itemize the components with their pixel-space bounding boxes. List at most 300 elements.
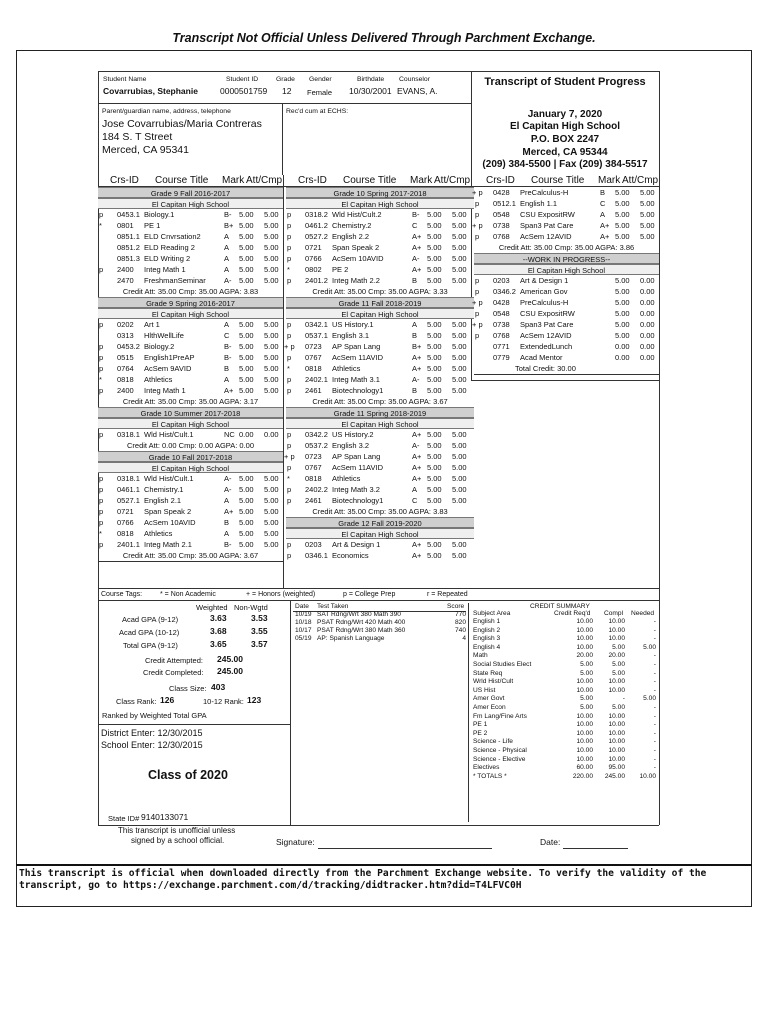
grade: 12 (282, 86, 292, 96)
completed: 0.00 (640, 298, 655, 307)
cs-needed: - (653, 652, 656, 660)
cs-needed: - (653, 618, 656, 625)
cs-compl: 10.00 (608, 747, 625, 754)
cs-reqd: 5.00 (580, 661, 593, 668)
course-title: Chemistry.2 (332, 221, 372, 230)
cs-reqd: 10.00 (576, 721, 593, 729)
attempted: 5.00 (615, 210, 630, 219)
course-row (286, 330, 474, 341)
mark: A+ (412, 474, 422, 483)
crs-id: 0851.2 (117, 243, 140, 252)
tag: p (287, 276, 292, 285)
cs-header-reqd: Credit Req'd (554, 610, 591, 617)
transcript-title: Transcript of Student Progress (484, 76, 646, 88)
school-band: El Capitan High School (98, 418, 283, 429)
completed: 5.00 (452, 463, 467, 472)
completed: 5.00 (640, 210, 655, 219)
course-row (98, 495, 283, 506)
crs-id: 0313 (117, 331, 134, 340)
mark: A (224, 232, 230, 241)
mark: A- (412, 441, 420, 450)
completed: 5.00 (452, 232, 467, 241)
mark: C (412, 221, 418, 230)
attempted: 5.00 (615, 221, 630, 230)
attempted: 5.00 (239, 210, 254, 219)
mark: A+ (600, 221, 610, 230)
term-band: Grade 11 Spring 2018-2019 (286, 407, 474, 418)
course-row (474, 198, 659, 209)
crs-id: 0802 (305, 265, 322, 274)
cs-reqd: 10.00 (576, 747, 593, 754)
tag: * (99, 529, 102, 538)
tag: p (475, 276, 480, 285)
school-pobox: P.O. BOX 2247 (530, 134, 600, 145)
crs-id: 0723 (305, 452, 322, 461)
rule (98, 71, 659, 72)
tag: p (287, 430, 292, 439)
cs-subject: English 2 (473, 626, 501, 634)
nonwgtd-header: Non-Wgtd (234, 603, 268, 612)
school-band: El Capitan High School (98, 198, 283, 209)
date-line[interactable] (563, 848, 628, 849)
course-row (98, 429, 283, 440)
completed: 0.00 (640, 331, 655, 340)
course-title: English 2.1 (144, 496, 182, 505)
course-row (474, 297, 659, 308)
cs-reqd: 220.00 (572, 772, 593, 780)
cs-compl: 5.00 (612, 643, 625, 651)
tag: p (287, 375, 292, 384)
tag: p (287, 254, 292, 263)
completed: 5.00 (452, 210, 467, 219)
column-header (474, 175, 659, 186)
mark: B- (224, 210, 232, 219)
crs-id: 0738 (493, 221, 510, 230)
tag: p (287, 540, 292, 549)
course-title: Art & Design 1 (520, 276, 569, 285)
test-score: 770 (454, 611, 466, 618)
cs-reqd: 10.00 (576, 729, 593, 737)
course-title: Economics (332, 551, 369, 560)
mark: A+ (412, 243, 422, 252)
course-title: Integ Math 1 (144, 386, 186, 395)
attempted: 5.00 (239, 243, 254, 252)
course-title: AcSem 9AVID (144, 364, 192, 373)
gender: Female (307, 88, 333, 97)
course-row (286, 242, 474, 253)
attempted: 5.00 (239, 529, 254, 538)
completed: 5.00 (264, 364, 279, 373)
tag: p (287, 551, 292, 560)
student-id-label: Student ID (226, 76, 259, 83)
tag: * (287, 364, 290, 373)
school-band: El Capitan High School (98, 308, 283, 319)
header-crs-id: Crs-ID (486, 175, 515, 186)
term-band: Grade 9 Spring 2016-2017 (98, 297, 283, 308)
attempted: 5.00 (239, 485, 254, 494)
completed: 5.00 (452, 430, 467, 439)
mark: A+ (412, 463, 422, 472)
cs-compl: 10.00 (608, 721, 625, 729)
tag: p (475, 199, 480, 208)
cs-needed: - (653, 704, 656, 711)
gpa-label: Acad GPA (9-12) (122, 615, 179, 624)
school-band: El Capitan High School (286, 528, 474, 539)
attempted: 5.00 (427, 496, 442, 505)
completed: 0.00 (640, 320, 655, 329)
course-title: Athletics (144, 375, 173, 384)
completed: 5.00 (452, 485, 467, 494)
rule (98, 724, 290, 725)
rule (471, 380, 659, 381)
test-header-date: Date (295, 603, 309, 610)
rule (468, 603, 469, 822)
test-date: 10/19 (295, 611, 312, 618)
cs-needed: - (653, 721, 656, 729)
course-row (286, 341, 474, 352)
crs-id: 0818 (117, 529, 134, 538)
course-title: Acad Mentor (520, 353, 563, 362)
crs-id: 0851.1 (117, 232, 140, 241)
credit-completed: 245.00 (217, 666, 243, 676)
course-title: US History.2 (332, 430, 374, 439)
tag: + p (284, 342, 295, 351)
mark: NC (224, 430, 235, 439)
completed: 5.00 (452, 474, 467, 483)
tag: p (99, 485, 104, 494)
crs-id: 2461 (305, 386, 322, 395)
rule (659, 71, 660, 825)
attempted: 5.00 (615, 320, 630, 329)
cs-needed: - (653, 669, 656, 677)
tag: p (475, 331, 480, 340)
crs-id: 0461.2 (305, 221, 328, 230)
school-city: Merced, CA 95344 (522, 147, 608, 158)
mark: A+ (412, 540, 422, 549)
course-row (474, 209, 659, 220)
tag-repeated: r = Repeated (427, 591, 468, 598)
tag: * (99, 375, 102, 384)
credit-attempted-label: Credit Attempted: (145, 656, 203, 665)
tag: * (287, 474, 290, 483)
course-row (474, 319, 659, 330)
course-title: Athletics (332, 474, 361, 483)
header-crs-id: Crs-ID (298, 175, 327, 186)
attempted: 5.00 (239, 518, 254, 527)
mark: A+ (412, 364, 422, 373)
cs-reqd: 10.00 (576, 712, 593, 720)
mark: A+ (412, 232, 422, 241)
credit-line: Credit Att: 35.00 Cmp: 35.00 AGPA: 3.17 (122, 397, 259, 406)
tag: + p (472, 298, 483, 307)
course-title: American Gov (520, 287, 568, 296)
course-row (286, 440, 474, 451)
attempted: 5.00 (239, 375, 254, 384)
course-title: CSU ExpositRW (520, 210, 575, 219)
tag: p (99, 353, 104, 362)
tag: p (99, 265, 104, 274)
crs-id: 0318.1 (117, 430, 140, 439)
crs-id: 0721 (305, 243, 322, 252)
signature-line[interactable] (318, 848, 492, 849)
cs-subject: PE 1 (473, 721, 488, 729)
crs-id: 2470 (117, 276, 134, 285)
course-title: Span3 Pat Care (520, 221, 574, 230)
course-title: FreshmanSeminar (144, 276, 206, 285)
attempted: 5.00 (427, 320, 442, 329)
test-header-name: Test Taken (317, 603, 349, 610)
header-course-title: Course Title (531, 175, 585, 186)
course-row (474, 187, 659, 198)
ranked-by: Ranked by Weighted Total GPA (102, 711, 207, 720)
course-row (474, 341, 659, 352)
attempted: 5.00 (427, 463, 442, 472)
credit-line: Credit Att: 35.00 Cmp: 35.00 AGPA: 3.86 (498, 243, 635, 252)
cs-compl: 10.00 (608, 755, 625, 763)
course-title: US History.1 (332, 320, 374, 329)
completed: 5.00 (452, 386, 467, 395)
course-row (286, 363, 474, 374)
crs-id: 0527.1 (117, 496, 140, 505)
cs-reqd: 10.00 (576, 678, 593, 686)
course-title: Integ Math 3.1 (332, 375, 380, 384)
attempted: 5.00 (615, 199, 630, 208)
course-row (286, 385, 474, 396)
mark: B- (224, 353, 232, 362)
crs-id: 0801 (117, 221, 134, 230)
tag: p (287, 386, 292, 395)
tag: p (99, 364, 104, 373)
course-title: CSU ExpositRW (520, 309, 575, 318)
cs-subject: State Req (473, 669, 503, 677)
cs-header-subject: Subject Area (473, 610, 511, 617)
header-att-cmp: Att/Cmp (622, 175, 659, 186)
attempted: 5.00 (239, 320, 254, 329)
cs-reqd: 10.00 (576, 626, 593, 634)
header-att-cmp: Att/Cmp (246, 175, 283, 186)
cs-needed: 5.00 (643, 695, 656, 703)
tag: p (475, 309, 480, 318)
gpa-nonweighted: 3.57 (251, 639, 268, 649)
term-band: Grade 10 Summer 2017-2018 (98, 407, 283, 418)
mark: B+ (224, 221, 234, 230)
attempted: 5.00 (427, 430, 442, 439)
attempted: 5.00 (427, 353, 442, 362)
cs-reqd: 10.00 (576, 755, 593, 763)
course-row (98, 517, 283, 528)
cs-needed: - (653, 686, 656, 694)
mark: B (412, 276, 418, 285)
cs-reqd: 10.00 (576, 686, 593, 694)
test-score: 820 (454, 619, 466, 626)
attempted: 5.00 (427, 474, 442, 483)
course-title: Biotechnology1 (332, 386, 384, 395)
attempted: 5.00 (427, 210, 442, 219)
column-header (286, 175, 471, 186)
course-title: Athletics (332, 364, 361, 373)
mark: B- (224, 342, 232, 351)
course-row (286, 473, 474, 484)
course-title: English 2.2 (332, 232, 370, 241)
course-title: PreCalculus-H (520, 188, 569, 197)
crs-id: 0767 (305, 353, 322, 362)
crs-id: 0818 (305, 474, 322, 483)
crs-id: 0771 (493, 342, 510, 351)
column-divider (283, 175, 284, 588)
school-band: El Capitan High School (286, 418, 474, 429)
cs-compl: 5.00 (612, 661, 625, 668)
attempted: 5.00 (427, 540, 442, 549)
crs-id: 0453.2 (117, 342, 140, 351)
attempted: 5.00 (239, 474, 254, 483)
mark: A (412, 320, 418, 329)
course-title: PE 2 (332, 265, 349, 274)
course-title: Integ Math 1 (144, 265, 186, 274)
tag-honors: + = Honors (weighted) (246, 591, 316, 598)
course-row (98, 330, 283, 341)
course-row (98, 319, 283, 330)
rule (98, 103, 471, 104)
completed: 5.00 (452, 496, 467, 505)
mark: A+ (412, 430, 422, 439)
course-title: English 1.1 (520, 199, 558, 208)
completed: 5.00 (452, 243, 467, 252)
cs-needed: - (653, 712, 656, 720)
course-title: Biology.2 (144, 342, 175, 351)
cs-reqd: 5.00 (580, 695, 593, 703)
credit-line: Credit Att: 35.00 Cmp: 35.00 AGPA: 3.33 (312, 287, 448, 296)
cs-compl: 245.00 (604, 772, 625, 780)
attempted: 0.00 (239, 430, 254, 439)
attempted: 5.00 (427, 364, 442, 373)
completed: 5.00 (264, 518, 279, 527)
completed: 5.00 (264, 540, 279, 549)
cs-needed: - (653, 678, 656, 686)
rank-1012: 123 (247, 695, 262, 705)
crs-id: 2400 (117, 265, 134, 274)
cs-needed: - (653, 626, 656, 634)
cs-compl: 10.00 (608, 686, 625, 694)
crs-id: 0738 (493, 320, 510, 329)
mark: C (412, 496, 418, 505)
attempted: 5.00 (427, 243, 442, 252)
attempted: 5.00 (239, 496, 254, 505)
course-title: AcSem 11AVID (332, 463, 383, 472)
course-title: Span3 Pat Care (520, 320, 574, 329)
term-band: Grade 10 Fall 2017-2018 (98, 451, 283, 462)
state-id: 9140133071 (141, 812, 189, 822)
term-band: --WORK IN PROGRESS-- (474, 253, 659, 264)
course-title: English 3.2 (332, 441, 370, 450)
completed: 5.00 (452, 221, 467, 230)
attempted: 5.00 (427, 551, 442, 560)
attempted: 5.00 (427, 265, 442, 274)
attempted: 5.00 (427, 232, 442, 241)
cs-subject: Science - Life (473, 738, 513, 746)
credit-line: Credit Att: 35.00 Cmp: 35.00 AGPA: 3.67 (312, 397, 448, 406)
credit-summary-title: CREDIT SUMMARY (530, 603, 590, 610)
tag: + p (472, 221, 483, 230)
mark: B+ (412, 342, 422, 351)
cs-subject: PE 2 (473, 729, 488, 737)
crs-id: 2461 (305, 496, 322, 505)
crs-id: 0346.1 (305, 551, 328, 560)
transcript-date: January 7, 2020 (527, 109, 603, 120)
cs-compl: 10.00 (608, 729, 625, 737)
gpa-nonweighted: 3.53 (251, 613, 268, 623)
attempted: 5.00 (615, 287, 630, 296)
school-name: El Capitan High School (509, 121, 620, 132)
crs-id: 0723 (305, 342, 322, 351)
mark: A+ (224, 386, 234, 395)
course-title: AcSem 10AVID (144, 518, 196, 527)
completed: 5.00 (264, 276, 279, 285)
recd-cum-label: Rec'd cum at ECHS: (286, 108, 349, 115)
address-line-1: 184 S. T Street (102, 131, 173, 143)
cs-compl: 5.00 (612, 704, 625, 711)
rule (98, 600, 659, 601)
attempted: 5.00 (239, 507, 254, 516)
completed: 5.00 (452, 551, 467, 560)
course-title: Span Speak 2 (144, 507, 192, 516)
course-title: AcSem 10AVID (332, 254, 384, 263)
course-row (474, 352, 659, 363)
completed: 5.00 (452, 375, 467, 384)
completed: 0.00 (640, 287, 655, 296)
attempted: 5.00 (239, 276, 254, 285)
cs-subject: US Hist (473, 686, 496, 694)
tag: p (287, 320, 292, 329)
completed: 5.00 (452, 320, 467, 329)
tag: + p (472, 320, 483, 329)
cs-needed: - (653, 755, 656, 763)
cs-reqd: 10.00 (576, 618, 593, 625)
credit-line: Total Credit: 30.00 (515, 364, 576, 373)
attempted: 5.00 (239, 353, 254, 362)
cs-compl: - (622, 695, 625, 703)
rule (474, 374, 659, 375)
crs-id: 2400 (117, 386, 134, 395)
attempted: 5.00 (239, 364, 254, 373)
course-tags-label: Course Tags: (101, 591, 143, 598)
attempted: 5.00 (239, 540, 254, 549)
completed: 5.00 (264, 320, 279, 329)
tag: p (287, 353, 292, 362)
crs-id: 0202 (117, 320, 134, 329)
course-row (286, 484, 474, 495)
cs-reqd: 10.00 (576, 643, 593, 651)
course-row (98, 528, 283, 539)
attempted: 5.00 (427, 276, 442, 285)
mark: A+ (412, 353, 422, 362)
parent-name: Jose Covarrubias/Maria Contreras (102, 118, 262, 130)
cs-compl: 10.00 (608, 712, 625, 720)
header-crs-id: Crs-ID (110, 175, 139, 186)
course-row (474, 286, 659, 297)
cs-needed: - (653, 738, 656, 746)
mark: A (224, 254, 230, 263)
parchment-footer: This transcript is official when downloaded directly from the Parchment Exchange website. To verify the validity of the transcript, go to https://exchange.parchment.com/d/tracking/didtracker.htm?did=T4LFVC0H (19, 868, 707, 891)
attempted: 5.00 (239, 386, 254, 395)
completed: 5.00 (264, 265, 279, 274)
crs-id: 0767 (305, 463, 322, 472)
cs-subject: * TOTALS * (473, 772, 507, 780)
mark: A+ (412, 551, 422, 560)
course-row (286, 429, 474, 440)
course-title: ExtendedLunch (520, 342, 573, 351)
term-band: Grade 9 Fall 2016-2017 (98, 187, 283, 198)
course-row (286, 462, 474, 473)
